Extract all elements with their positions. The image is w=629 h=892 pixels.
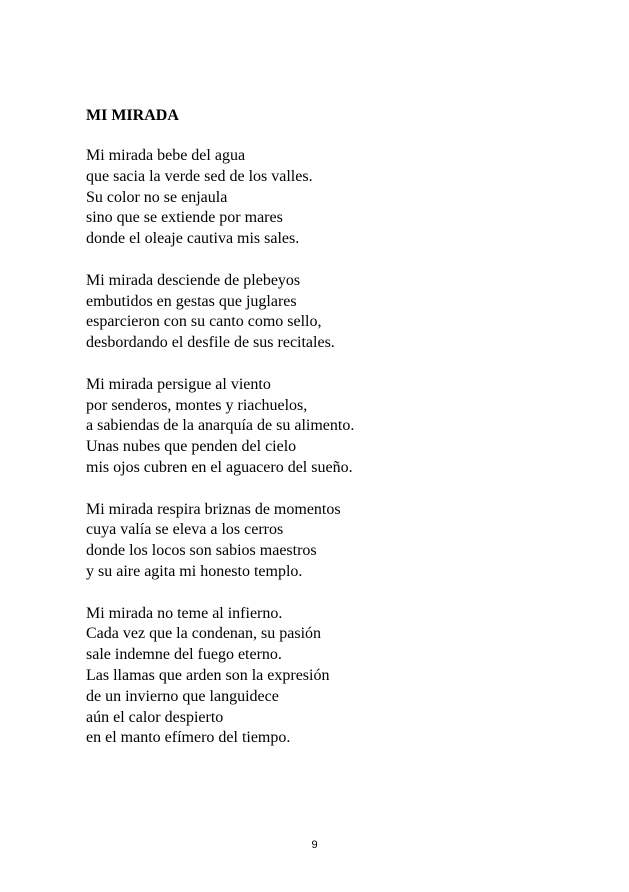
stanza-1 [86,146,606,250]
stanza-5 [86,604,606,750]
poem-line: por senderos, montes y riachuelos, [86,396,308,414]
poem-line: sino que se extiende por mares [86,209,283,227]
poem-line: que sacia la verde sed de los valles. [86,167,313,185]
poem-line: en el manto efímero del tiempo. [86,729,291,747]
poem-line: Su color no se enjaula [86,188,228,206]
page-number: 9 [311,839,318,851]
stanza-3 [86,375,606,479]
poem-line: Mi mirada bebe del agua [86,147,246,164]
poem-line: aún el calor despierto [86,708,224,726]
poem-line: Mi mirada no teme al infierno. [86,604,283,622]
poem-line: Las llamas que arden son la expresión [86,666,330,684]
poem-line: donde el oleaje cautiva mis sales. [86,230,300,248]
poem-line: Mi mirada respira briznas de momentos [86,500,341,518]
poem-line: donde los locos son sabios maestros [86,542,317,560]
poem-line: a sabiendas de la anarquía de su alimento. [86,417,355,435]
poem-line: y su aire agita mi honesto templo. [86,562,303,580]
stanza-4 [86,500,606,583]
poem-line: Cada vez que la condenan, su pasión [86,625,322,643]
poem-line: embutidos en gestas que juglares [86,292,297,310]
stanza-2 [86,271,606,354]
poem-line: sale indemne del fuego eterno. [86,646,282,664]
poem-line: Mi mirada desciende de plebeyos [86,271,301,289]
poem-line: mis ojos cubren en el aguacero del sueño. [86,458,353,476]
poem-line: esparcieron con su canto como sello, [86,313,322,331]
poem-title: MI MIRADA [86,107,179,124]
poem-body [86,146,606,770]
poem-line: cuya valía se eleva a los cerros [86,521,284,539]
poem-line: desbordando el desfile de sus recitales. [86,334,335,352]
poem-line: Mi mirada persigue al viento [86,375,271,393]
poem-line: Unas nubes que penden del cielo [86,438,297,456]
poem-line: de un invierno que languidece [86,687,279,705]
